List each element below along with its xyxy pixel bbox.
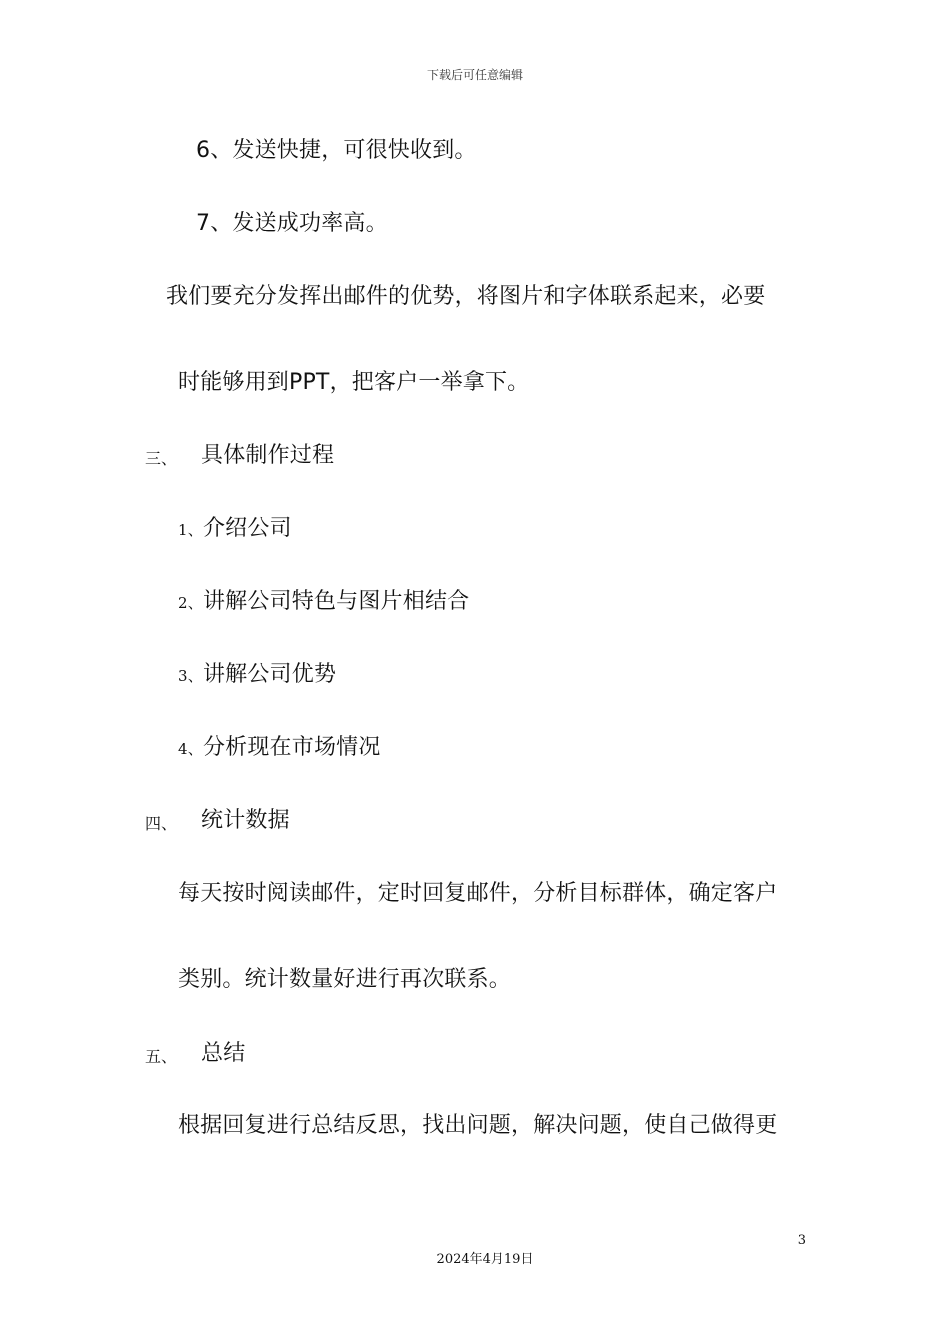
footer-date: 2024年4月19日	[436, 1252, 534, 1267]
step-text: 分析现在市场情况	[202, 735, 381, 760]
step-number: 1、	[178, 521, 203, 539]
paragraph-statistics-line-1: 每天按时阅读邮件，定时回复邮件，分析目标群体，确定客户	[178, 881, 778, 906]
paragraph-advantages-line-1: 我们要充分发挥出邮件的优势，将图片和字体联系起来，必要	[166, 284, 766, 309]
step-text: 介绍公司	[202, 516, 292, 541]
page-header: 下载后可任意编辑	[426, 68, 523, 82]
list-item-6: 6、发送快捷，可很快收到。	[196, 138, 477, 163]
section-5-number: 五、	[145, 1047, 178, 1066]
section-3-title: 具体制作过程	[201, 443, 335, 468]
section-4-number: 四、	[145, 814, 178, 833]
step-item	[178, 733, 381, 764]
step-item	[178, 587, 469, 618]
step-number: 4、	[178, 740, 203, 758]
paragraph-advantages-line-2: 时能够用到PPT，把客户一举拿下。	[178, 370, 530, 395]
step-text: 讲解公司优势	[202, 662, 337, 687]
paragraph-statistics-line-2: 类别。统计数量好进行再次联系。	[178, 967, 512, 992]
step-item	[178, 660, 336, 691]
section-3-number: 三、	[145, 449, 178, 468]
page-number: 3	[797, 1233, 806, 1248]
list-item-7: 7、发送成功率高。	[196, 211, 388, 236]
section-4-title: 统计数据	[201, 808, 290, 833]
step-number: 3、	[178, 667, 203, 685]
step-text: 讲解公司特色与图片相结合	[202, 589, 470, 614]
paragraph-summary-line-1: 根据回复进行总结反思，找出问题，解决问题，使自己做得更	[178, 1113, 778, 1138]
step-number: 2、	[178, 594, 203, 612]
section-5-title: 总结	[201, 1041, 246, 1066]
step-item	[178, 514, 292, 545]
